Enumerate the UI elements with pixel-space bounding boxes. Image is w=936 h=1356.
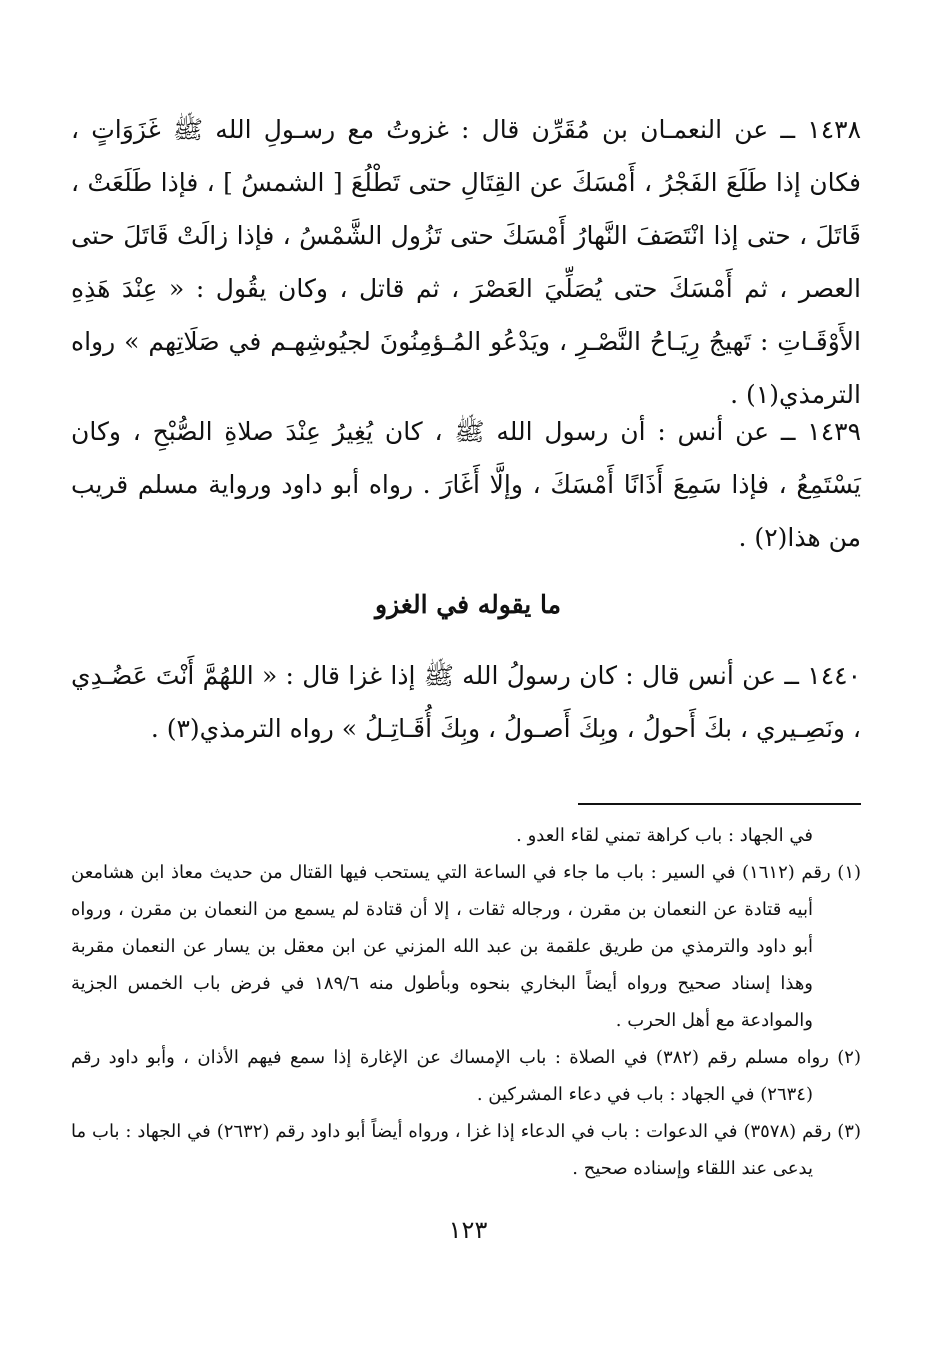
hadith-1439: ١٤٣٩ ــ عن أنس : أن رسول الله ﷺ ، كان يُغِيرُ عِنْدَ صلاةِ الصُّبْحِ ، وكان يَسْتَمِعُ ، فإذا سَمِعَ أَذَانًا أَمْسَكَ ، وإلَّا أَغَارَ . رواه أبو داود ورواية مسلم قريب من هذا(٢) . — [71, 417, 861, 552]
footnote-divider — [578, 803, 861, 805]
footnote-3: (٣) رقم (٣٥٧٨) في الدعوات : باب في الدعاء إذا غزا ، ورواه أيضاً أبو داود رقم (٢٦٣٢) في الجهاد : باب ما يدعى عند اللقاء وإسناده صحيح . — [71, 1121, 861, 1179]
hadith-1440: ١٤٤٠ ــ عن أنس قال : كان رسولُ الله ﷺ إذا غزا قال : « اللهُمَّ أَنْتَ عَضُـدِي ، ونَصِـيري ، بكَ أَحولُ ، وبِكَ أَصـولُ ، وبِكَ أُقَـاتِـلُ » رواه الترمذي(٣) . — [71, 661, 861, 743]
footnote-1: (١) رقم (١٦١٢) في السير : باب ما جاء في الساعة التي يستحب فيها القتال من حديث معاذ ابن هشامعن أبيه قتادة عن النعمان بن مقرن ، ورجاله ثقات ، إلا أن قتادة لم يسمع من النعمان بن مقرن ، ورواه أبو داود والترمذي من طريق علقمة بن عبد الله المزني عن ابن معقل بن يسار عن النعمان مقربة وهذا إسناد صحيح ورواه أيضاً البخاري بنحوه وبأطول منه ١٨٩/٦ في فرض باب الخمس الجزية والموادعة مع أهل الحرب . — [71, 862, 862, 1031]
hadith-1438: ١٤٣٨ ــ عن النعمـان بن مُقَرِّن قال : غزوتُ مع رسـولِ الله ﷺ غَزَوَاتٍ ، فكان إذا طَلَعَ الفَجْرُ ، أَمْسَكَ عن القِتَالِ حتى تَطْلُعَ [ الشمسُ ] ، فإذا طَلَعَتْ ، قَاتَلَ ، حتى إذا انْتَصَفَ النَّهارُ أَمْسَكَ حتى تَزُول الشَّمْسُ ، فإذا زالَتْ قَاتَلَ حتى العصر ، ثم أَمْسَكَ حتى يُصَلِّيَ العَصْرَ ، ثم قاتل ، وكان يقُول : « عِنْدَ هَذِهِ الأَوْقَـاتِ : تَهيجُ رِيَـاحُ النَّصْـرِ ، ويَدْعُو المُـؤمِنُونَ لجيُوشِهـم في صَلَاتِهم » رواه الترمذي(١) . — [71, 115, 861, 409]
page-number: ١٢٣ — [448, 1216, 488, 1244]
footnote-continuation: في الجهاد : باب كراهة تمني لقاء العدو . — [516, 825, 813, 846]
footnotes — [71, 817, 861, 1187]
section-heading: ما يقوله في الغزو — [375, 590, 561, 619]
footnote-2: (٢) رواه مسلم رقم (٣٨٢) في الصلاة : باب الإمساك عن الإغارة إذا سمع فيهم الأذان ، وأبو داود رقم (٢٦٣٤) في الجهاد : باب في دعاء المشركين . — [71, 1047, 861, 1105]
